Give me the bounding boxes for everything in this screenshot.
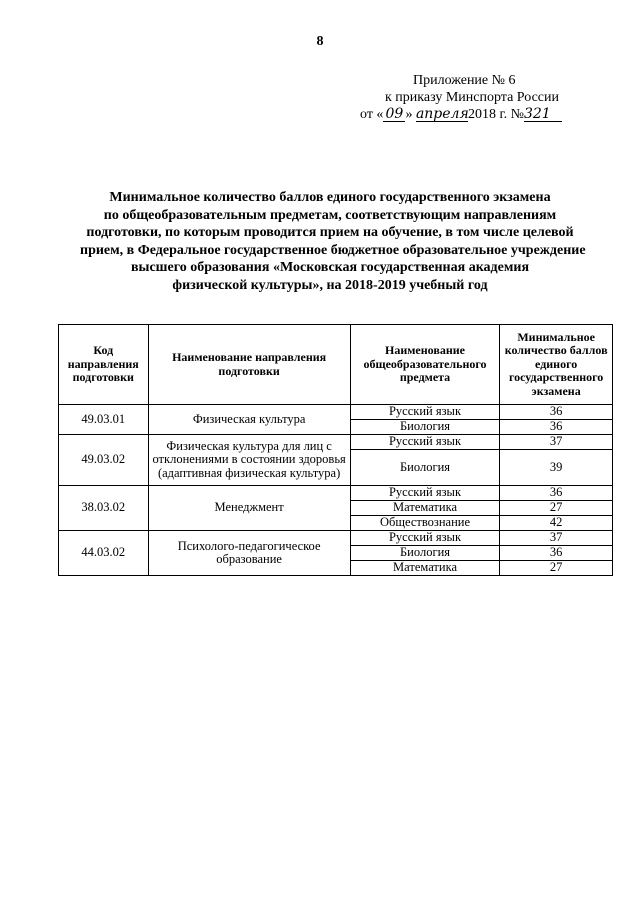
- handwritten-order-number: 321: [524, 107, 562, 122]
- min-score: 36: [500, 546, 613, 561]
- appendix-order-ref: к приказу Минспорта России: [385, 90, 559, 105]
- subject-name: Математика: [350, 501, 500, 516]
- subject-name: Математика: [350, 561, 500, 576]
- direction-name: Физическая культура: [148, 405, 350, 435]
- document-title: [80, 189, 586, 294]
- title-line: высшего образования «Московская государственная академия: [130, 260, 530, 275]
- title-line: физической культуры», на 2018-2019 учебный год: [172, 277, 488, 293]
- header-direction: Наименование направления подготовки: [148, 325, 350, 405]
- min-score: 27: [500, 561, 613, 576]
- handwritten-day: 09: [383, 107, 405, 122]
- appendix-date-line: [360, 106, 610, 123]
- subject-name: Русский язык: [350, 405, 500, 420]
- direction-code: 38.03.02: [59, 486, 149, 531]
- scores-table: [58, 324, 613, 576]
- table-row: [59, 435, 613, 450]
- min-score: 27: [500, 501, 613, 516]
- subject-name: Обществознание: [350, 516, 500, 531]
- subject-name: Биология: [350, 450, 500, 486]
- appendix-title: Приложение № 6: [413, 73, 516, 88]
- appendix-block: [360, 72, 610, 123]
- page-number: 8: [316, 34, 324, 49]
- min-score: 37: [500, 531, 613, 546]
- subject-name: Биология: [350, 546, 500, 561]
- date-prefix: от «: [360, 107, 384, 122]
- table-row: [59, 486, 613, 501]
- title-line: подготовки, по которым проводится прием на обучение, в том числе целевой: [86, 225, 574, 240]
- min-score: 36: [500, 420, 613, 435]
- header-min-score: Минимальное количество баллов единого государственного экзамена: [500, 325, 613, 405]
- handwritten-month: апреля: [415, 106, 469, 122]
- direction-name: Менеджмент: [148, 486, 350, 531]
- table-header-row: [59, 325, 613, 405]
- subject-name: Русский язык: [350, 435, 500, 450]
- subject-name: Биология: [350, 420, 500, 435]
- table-row: [59, 531, 613, 546]
- min-score: 37: [500, 435, 613, 450]
- min-score: 36: [500, 405, 613, 420]
- direction-code: 44.03.02: [59, 531, 149, 576]
- header-subject: Наименование общеобразовательного предмета: [350, 325, 500, 405]
- title-line: прием, в Федеральное государственное бюджетное образовательное учреждение: [80, 242, 586, 258]
- date-mid: »: [405, 107, 413, 122]
- subject-name: Русский язык: [350, 486, 500, 501]
- title-line: по общеобразовательным предметам, соответствующим направлениям: [103, 207, 557, 223]
- direction-name: Физическая культура для лиц с отклонениями в состоянии здоровья (адаптивная физическая культура): [148, 435, 350, 486]
- direction-code: 49.03.02: [59, 435, 149, 486]
- direction-name: Психолого-педагогическое образование: [148, 531, 350, 576]
- min-score: 36: [500, 486, 613, 501]
- direction-code: 49.03.01: [59, 405, 149, 435]
- date-year: 2018 г. №: [467, 107, 524, 122]
- subject-name: Русский язык: [350, 531, 500, 546]
- header-code: Код направления подготовки: [59, 325, 149, 405]
- min-score: 42: [500, 516, 613, 531]
- title-line: Минимальное количество баллов единого государственного экзамена: [109, 190, 551, 205]
- min-score: 39: [500, 450, 613, 486]
- table-row: [59, 405, 613, 420]
